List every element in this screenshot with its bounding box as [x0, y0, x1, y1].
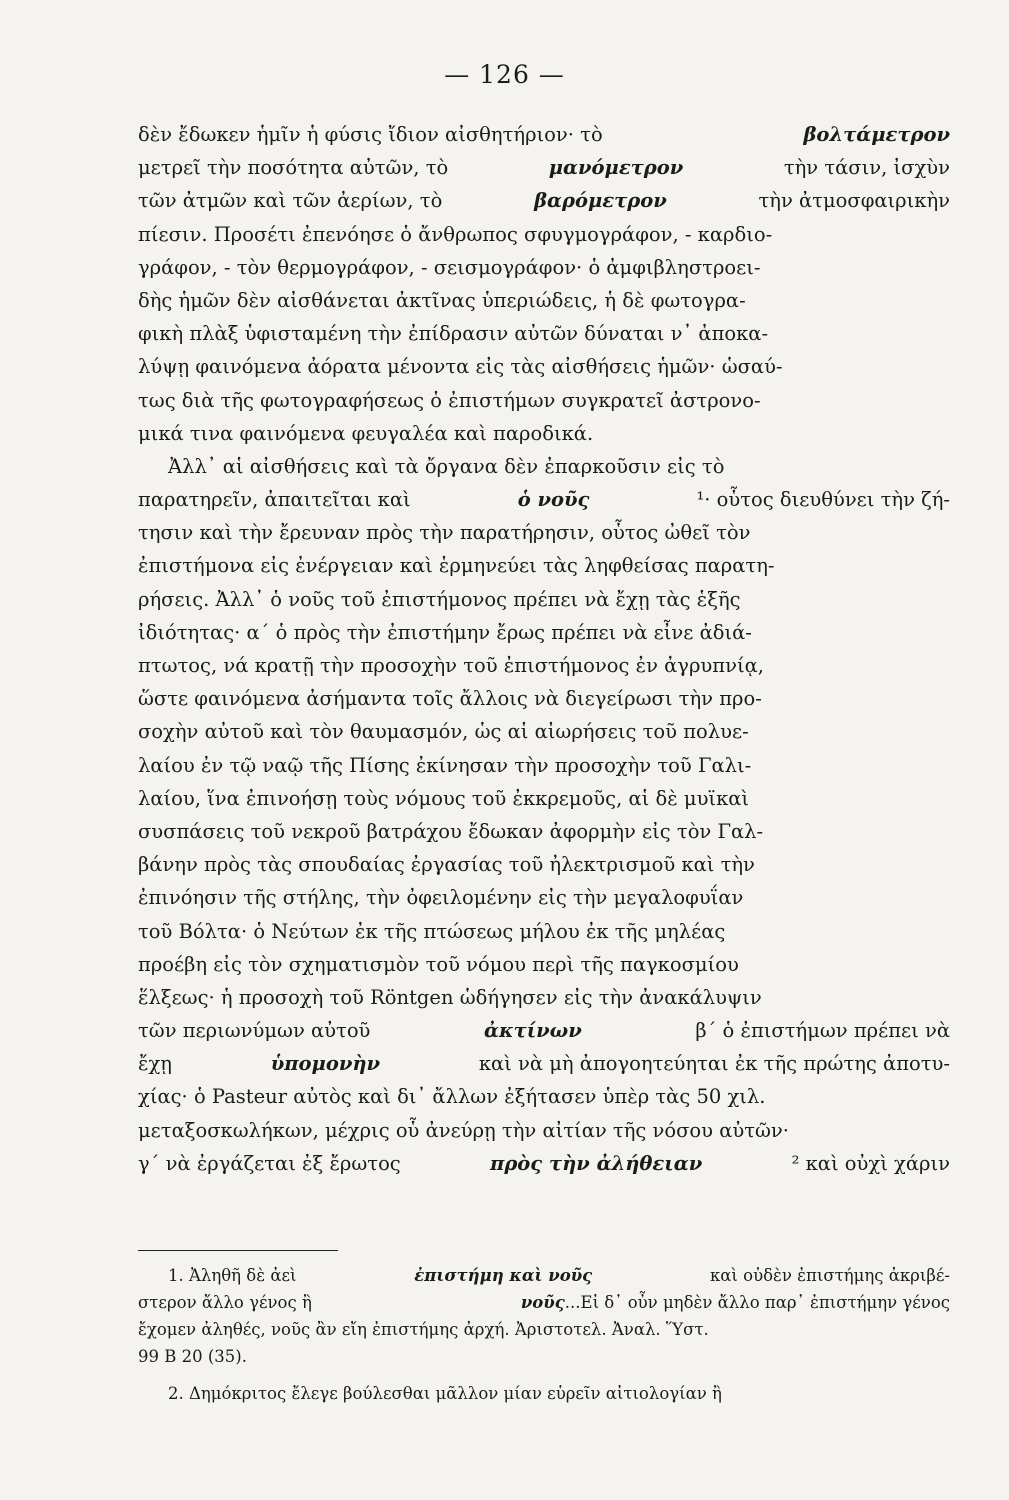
text-line: τησιν καὶ τὴν ἔρευναν πρὸς τὴν παρατήρησιν, οὗτος ὠθεῖ τὸν [138, 521, 751, 545]
footnote-line: 2. Δημόκριτος ἔλεγε βούλεσθαι μᾶλλον μίαν εὑρεῖν αἰτιολογίαν ἢ [168, 1384, 722, 1403]
text-line: ἰδιότητας· α´ ὁ πρὸς τὴν ἐπιστήμην ἔρως πρέπει νὰ εἶνε ἀδιά- [138, 620, 752, 644]
text-line: συσπάσεις τοῦ νεκροῦ βατράχου ἔδωκαν ἀφορμὴν εἰς τὸν Γαλ- [138, 819, 764, 843]
text-line: προέβη εἰς τὸν σχηματισμὸν τοῦ νόμου περὶ τῆς παγκοσμίου [138, 952, 739, 976]
text-line: φικὴ πλὰξ ὑφισταμένη τὴν ἐπίδρασιν αὐτῶν δύναται ν᾽ ἀποκα- [138, 322, 769, 346]
page-number: — 126 — [444, 60, 565, 89]
text-line: λαίου ἐν τῷ ναῷ τῆς Πίσης ἐκίνησαν τὴν προσοχὴν τοῦ Γαλι- [138, 753, 752, 777]
text-line: ἐπινόησιν τῆς στήλης, τὴν ὀφειλομένην εἰς τὴν μεγαλοφυΐαν [138, 886, 744, 910]
text-line: χίας· ὁ Pasteur αὐτὸς καὶ δι᾽ ἄλλων ἐξήτασεν ὑπὲρ τὰς 50 χιλ. [138, 1085, 766, 1109]
text-line: μετρεῖ τὴν ποσότητα αὐτῶν, τὸ μανόμετρον τὴν τάσιν, ἰσχὺν [138, 156, 950, 180]
body-text [138, 118, 950, 1180]
text-line: παρατηρεῖν, ἀπαιτεῖται καὶ ὁ νοῦς ¹· οὗτος διευθύνει τὴν ζή- [138, 488, 950, 512]
footnote-line: 1. Ἀληθῆ δὲ ἀεὶ ἐπιστήμη καὶ νοῦς καὶ οὐδὲν ἐπιστήμης ἀκριβέ- [168, 1266, 950, 1285]
text-line: λύψῃ φαινόμενα ἀόρατα μένοντα εἰς τὰς αἰσθήσεις ἡμῶν· ὡσαύ- [138, 355, 783, 379]
text-line: ἕλξεως· ἡ προσοχὴ τοῦ Röntgen ὡδήγησεν εἰς τὴν ἀνακάλυψιν [138, 985, 762, 1009]
text-line: σοχὴν αὐτοῦ καὶ τὸν θαυμασμόν, ὡς αἱ αἰωρήσεις τοῦ πολυε- [138, 720, 749, 744]
text-line: ἐπιστήμονα εἰς ἐνέργειαν καὶ ἑρμηνεύει τὰς ληφθείσας παρατη- [138, 554, 775, 578]
text-line: δὴς ἡμῶν δὲν αἰσθάνεται ἀκτῖνας ὑπεριώδεις, ἡ δὲ φωτογρα- [138, 288, 746, 312]
text-line: τοῦ Βόλτα· ὁ Νεύτων ἐκ τῆς πτώσεως μήλου ἐκ τῆς μηλέας [138, 919, 726, 943]
text-line: πτωτος, νά κρατῇ τὴν προσοχὴν τοῦ ἐπιστήμονος ἐν ἀγρυπνίᾳ, [138, 654, 764, 677]
text-line: βάνην πρὸς τὰς σπουδαίας ἐργασίας τοῦ ἠλεκτρισμοῦ καὶ τὴν [138, 853, 755, 877]
footnote-divider [138, 1250, 338, 1251]
text-line: ρήσεις. Ἀλλ᾽ ὁ νοῦς τοῦ ἐπιστήμονος πρέπει νὰ ἔχῃ τὰς ἑξῆς [138, 587, 741, 611]
text-line: γ´ νὰ ἐργάζεται ἐξ ἔρωτος πρὸς τὴν ἀλήθειαν ² καὶ οὐχὶ χάριν [138, 1151, 950, 1175]
footnotes [138, 1262, 950, 1407]
text-line: ἔχῃ ὑπομονὴν καὶ νὰ μὴ ἀπογοητεύηται ἐκ τῆς πρώτης ἀποτυ- [138, 1052, 950, 1076]
text-line: λαίου, ἵνα ἐπινοήσῃ τοὺς νόμους τοῦ ἐκκρεμοῦς, αἱ δὲ μυϊκαὶ [138, 786, 750, 810]
text-line: μικά τινα φαινόμενα φευγαλέα καὶ παροδικά. [138, 421, 594, 445]
text-line: δὲν ἔδωκεν ἡμῖν ἡ φύσις ἴδιον αἰσθητήριον· τὸ βολτάμετρον [138, 123, 950, 146]
text-line: ὥστε φαινόμενα ἀσήμαντα τοῖς ἄλλοις νὰ διεγείρωσι τὴν προ- [138, 687, 762, 711]
footnote-line: ἔχομεν ἀληθές, νοῦς ἂν εἴη ἐπιστήμης ἀρχή. Ἀριστοτελ. Ἀναλ. Ὕστ. [138, 1320, 709, 1339]
text-line: Ἀλλ᾽ αἱ αἰσθήσεις καὶ τὰ ὄργανα δὲν ἐπαρκοῦσιν εἰς τὸ [168, 454, 725, 478]
text-line: τως διὰ τῆς φωτογραφήσεως ὁ ἐπιστήμων συγκρατεῖ ἀστρονο- [138, 388, 761, 412]
text-line: μεταξοσκωλήκων, μέχρις οὗ ἀνεύρῃ τὴν αἰτίαν τῆς νόσου αὐτῶν· [138, 1118, 789, 1142]
footnote-line: στερον ἄλλο γένος ἢ νοῦς...Εἰ δ᾽ οὖν μηδὲν ἄλλο παρ᾽ ἐπιστήμην γένος [138, 1293, 950, 1312]
text-line: τῶν ἀτμῶν καὶ τῶν ἀερίων, τὸ βαρόμετρον τὴν ἀτμοσφαιρικὴν [138, 189, 950, 213]
text-line: πίεσιν. Προσέτι ἐπενόησε ὁ ἄνθρωπος σφυγμογράφον, - καρδιο- [138, 222, 773, 246]
footnote-line: 99 Β 20 (35). [138, 1347, 247, 1366]
text-line: γράφον, - τὸν θερμογράφον, - σεισμογράφον· ὁ ἀμφιβληστροει- [138, 255, 761, 279]
text-line: τῶν περιωνύμων αὐτοῦ ἀκτίνων β´ ὁ ἐπιστήμων πρέπει νὰ [138, 1019, 950, 1043]
